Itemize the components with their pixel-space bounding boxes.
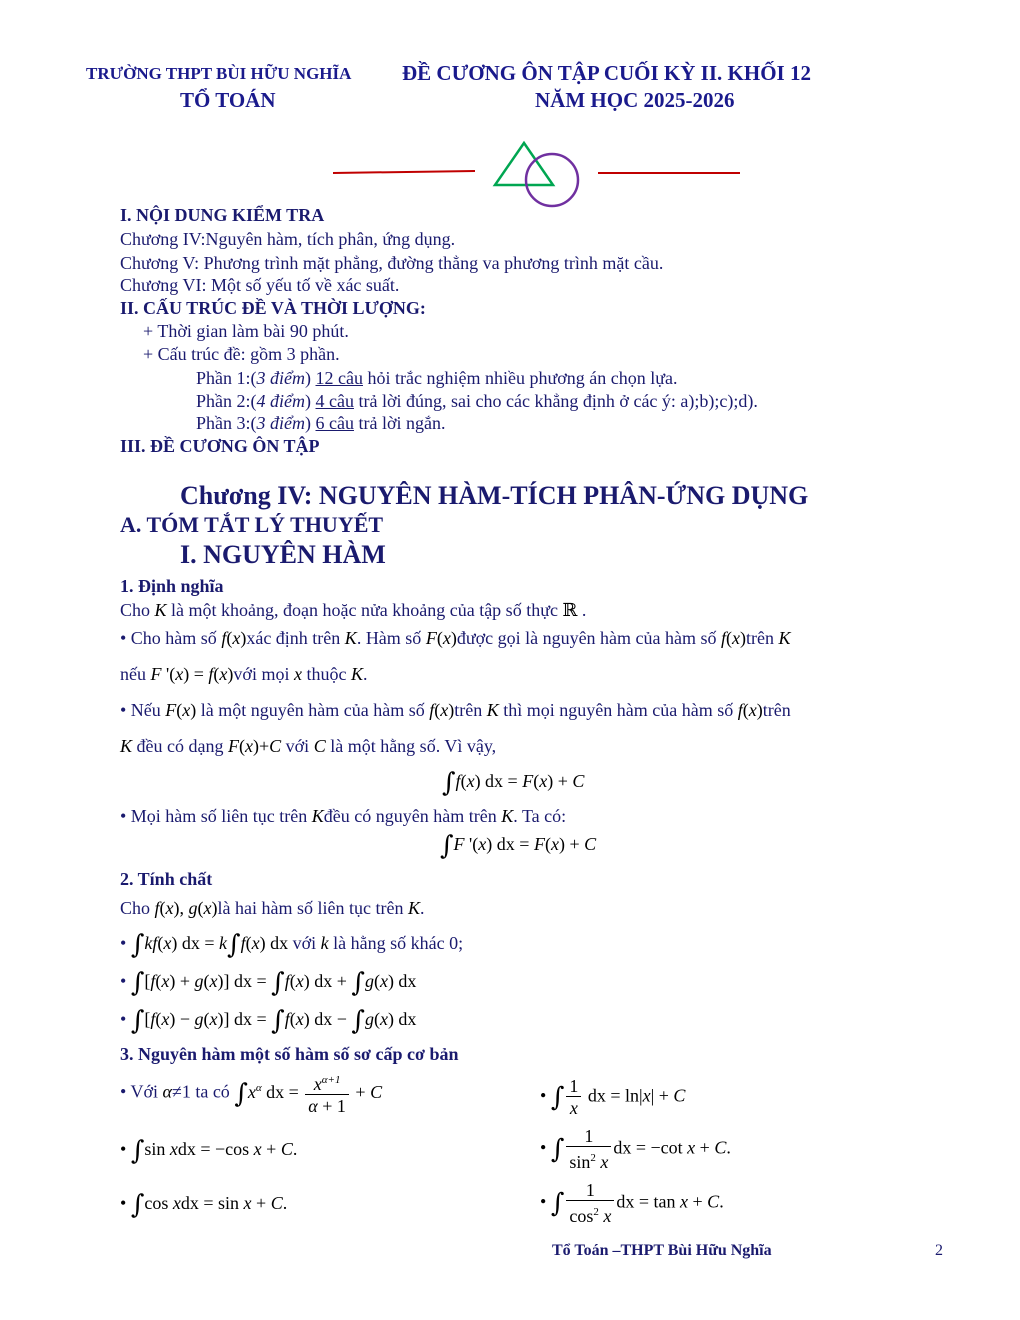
definition-line: • Nếu F(x) là một nguyên hàm của hàm số f(x)trên K thì mọi nguyên hàm của hàm số f(x)trên [120, 700, 791, 720]
part-prefix: Phần 1:( [196, 368, 257, 388]
property-sum: • ∫[f(x) + g(x)] dx = ∫f(x) dx + ∫g(x) dx [120, 968, 417, 998]
part-desc: trả lời ngắn. [353, 413, 446, 433]
text-fragment: là một nguyên hàm của hàm số [196, 700, 430, 720]
triangle-icon [495, 143, 553, 185]
text-fragment: trên [454, 700, 487, 720]
part-count: 4 câu [315, 391, 354, 411]
text-fragment: ≠1 ta có [171, 1081, 235, 1102]
text-fragment: • Cho hàm số [120, 628, 222, 648]
section1-line: Chương IV:Nguyên hàm, tích phân, ứng dụng. [120, 229, 456, 249]
section2-heading: II. CẤU TRÚC ĐỀ VÀ THỜI LƯỢNG: [120, 298, 426, 318]
formula-derivative-integral: ∫F '(x) dx = F(x) + C [440, 831, 597, 861]
text-fragment: Cho [120, 600, 155, 620]
footer-text: Tổ Toán –THPT Bùi Hữu Nghĩa [552, 1242, 772, 1259]
property-difference: • ∫[f(x) − g(x)] dx = ∫f(x) dx − ∫g(x) dx [120, 1006, 417, 1036]
properties-line: Cho f(x), g(x)là hai hàm số liên tục trên K. [120, 898, 425, 918]
formula-cosine: • ∫cos xdx = sin x + C. [120, 1190, 288, 1220]
formula-sine: • ∫sin xdx = −cos x + C. [120, 1136, 298, 1166]
text-fragment: trên [762, 700, 791, 720]
exam-part-3 [196, 413, 445, 434]
definition-line: nếu F '(x) = f(x)với mọi x thuộc K. [120, 664, 368, 684]
part-prefix: Phần 2:( [196, 391, 257, 411]
text-fragment: . Ta có: [513, 806, 567, 826]
document-title: ĐỀ CƯƠNG ÔN TẬP CUỐI KỲ II. KHỐI 12 [402, 61, 811, 85]
text-fragment: là một hằng số. Vì vậy, [325, 736, 497, 756]
part-mid: ) [305, 391, 316, 411]
text-fragment: • Nếu [120, 700, 166, 720]
part-points: 4 điểm [256, 391, 305, 411]
exam-time: + Thời gian làm bài 90 phút. [143, 321, 349, 341]
definition-line: K đều có dạng F(x)+C với C là một hằng số. Vì vậy, [120, 736, 497, 756]
text-fragment: đều có nguyên hàm trên [323, 806, 502, 826]
decorative-divider [330, 135, 750, 215]
part-mid: ) [305, 413, 316, 433]
school-year: NĂM HỌC 2025-2026 [535, 88, 735, 112]
definition-line: • Mọi hàm số liên tục trên Kđều có nguyên hàm trên K. Ta có: [120, 806, 567, 826]
text-fragment: với [292, 933, 321, 953]
exam-structure: + Cấu trúc đề: gồm 3 phần. [143, 344, 340, 364]
property-scalar: • ∫kf(x) dx = k∫f(x) dx với k là hằng số khác 0; [120, 930, 464, 960]
text-fragment: nếu [120, 664, 151, 684]
formula-sec-squared: • ∫ $\frac{1}{\cos^2 x}$ dx = tan x + C. [540, 1180, 724, 1226]
exam-part-1 [196, 368, 677, 389]
divider-line-left [333, 171, 475, 173]
formula-csc-squared: • ∫ $\frac{1}{\sin^2 x}$ dx = −cot x + C. [540, 1126, 731, 1172]
text-fragment: • Mọi hàm số liên tục trên [120, 806, 312, 826]
part-desc: hỏi trắc nghiệm nhiều phương án chọn lựa. [362, 368, 678, 388]
text-fragment: Cho [120, 898, 155, 918]
formula-power: • Với α≠1 ta có $\int x^\alpha$ dx = $\frac{x^{\alpha+1}}{\alpha + 1}$ + C [120, 1070, 382, 1117]
text-fragment: là hai hàm số liên tục trên [217, 898, 408, 918]
school-name: TRƯỜNG THPT BÙI HỮU NGHĨA [86, 64, 352, 83]
text-fragment: là một khoảng, đoạn hoặc nửa khoảng của tập số thực [166, 600, 563, 620]
section1-line: Chương VI: Một số yếu tố về xác suất. [120, 275, 400, 295]
subsection-heading: I. NGUYÊN HÀM [180, 540, 386, 569]
exam-part-2 [196, 391, 758, 412]
properties-heading: 2. Tính chất [120, 869, 213, 889]
part-count: 12 câu [315, 368, 363, 388]
part-points: 3 điểm [256, 368, 305, 388]
text-fragment: là hằng số khác 0; [328, 933, 464, 953]
part-mid: ) [305, 368, 316, 388]
text-fragment: đều có dạng [132, 736, 228, 756]
basic-heading: 3. Nguyên hàm một số hàm số sơ cấp cơ bản [120, 1044, 459, 1064]
definition-heading: 1. Định nghĩa [120, 576, 224, 596]
text-fragment: thuộc [306, 664, 351, 684]
part-points: 3 điểm [256, 413, 305, 433]
department-name: TỔ TOÁN [180, 88, 276, 112]
section3-heading: III. ĐỀ CƯƠNG ÔN TẬP [120, 436, 320, 456]
definition-line: Cho K là một khoảng, đoạn hoặc nửa khoảng của tập số thực ℝ . [120, 600, 587, 620]
part-desc: trả lời đúng, sai cho các khẳng định ở các ý: a);b);c);d). [353, 391, 758, 411]
section1-heading: I. NỘI DUNG KIỂM TRA [120, 205, 325, 225]
text-fragment: thì mọi nguyên hàm của hàm số [498, 700, 738, 720]
formula-reciprocal: • ∫ $\frac{1}{x}$ dx = ln|x| + C [540, 1076, 686, 1118]
part-count: 6 câu [315, 413, 354, 433]
page-number: 2 [935, 1242, 943, 1259]
section1-line: Chương V: Phương trình mặt phẳng, đường thẳng va phương trình mặt cầu. [120, 253, 664, 273]
text-fragment: với mọi [233, 664, 294, 684]
text-fragment: xác định trên [246, 628, 345, 648]
text-fragment: được gọi là nguyên hàm của hàm số [456, 628, 722, 648]
text-fragment: . Hàm số [356, 628, 426, 648]
text-fragment: trên [746, 628, 779, 648]
circle-icon [526, 154, 578, 206]
text-fragment: với [285, 736, 314, 756]
formula-antiderivative: ∫f(x) dx = F(x) + C [442, 768, 585, 798]
text-fragment: • Với [120, 1081, 163, 1102]
definition-line: • Cho hàm số f(x)xác định trên K. Hàm số F(x)được gọi là nguyên hàm của hàm số f(x)trên K [120, 628, 791, 648]
chapter-title: Chương IV: NGUYÊN HÀM-TÍCH PHÂN-ỨNG DỤNG [180, 481, 809, 510]
part-a-heading: A. TÓM TẮT LÝ THUYẾT [120, 512, 384, 537]
part-prefix: Phần 3:( [196, 413, 257, 433]
